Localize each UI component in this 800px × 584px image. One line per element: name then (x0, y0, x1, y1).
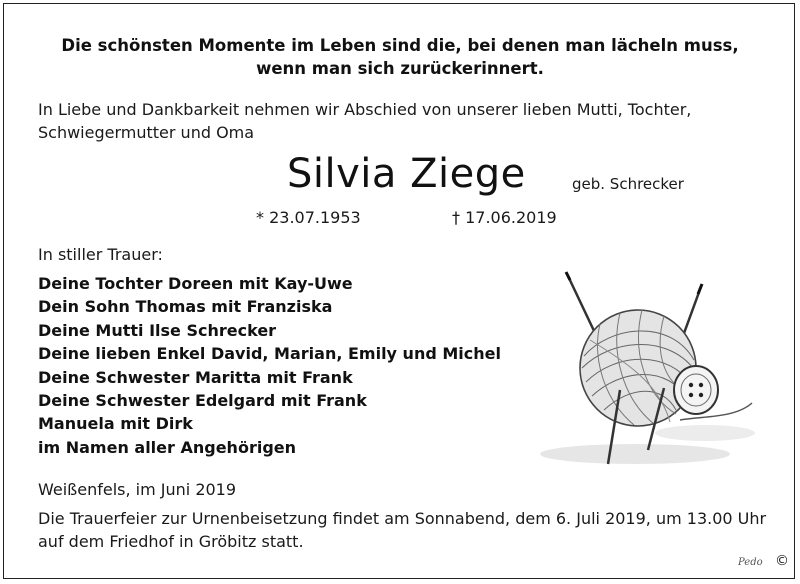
mourner-item: Dein Sohn Thomas mit Franziska (38, 297, 333, 317)
place-date: Weißenfels, im Juni 2019 (38, 480, 237, 499)
death-date: † 17.06.2019 (452, 208, 557, 227)
mourner-item: Deine Mutti Ilse Schrecker (38, 320, 277, 340)
mourner-item: Manuela mit Dirk (38, 414, 193, 434)
funeral-notice: Die Trauerfeier zur Urnenbeisetzung findet am Sonnabend, dem 6. Juli 2019, um 13.00 Uhr auf dem Friedhof in Gröbitz statt. (38, 509, 767, 551)
yarn-ball-knitting-needles-icon (530, 268, 760, 468)
memorial-quote (0, 34, 800, 80)
birth-date: * 23.07.1953 (256, 208, 361, 227)
deceased-name: Silvia Ziege (287, 151, 526, 197)
mourner-item: Deine Schwester Maritta mit Frank (38, 367, 353, 387)
mourning-label: In stiller Trauer: (38, 245, 163, 264)
mourner-item: im Namen aller Angehörigen (38, 437, 297, 457)
quote-line-1: Die schönsten Momente im Leben sind die, bei denen man lächeln muss, (61, 36, 739, 55)
mourner-item: Deine Tochter Doreen mit Kay-Uwe (38, 274, 353, 293)
birth-name: geb. Schrecker (572, 175, 684, 193)
mourner-item: Deine Schwester Edelgard mit Frank (38, 391, 367, 411)
quote-line-2: wenn man sich zurückerinnert. (256, 59, 544, 78)
artist-credit: Pedo (738, 557, 763, 568)
intro-text: In Liebe und Dankbarkeit nehmen wir Abschied von unserer lieben Mutti, Tochter, Schwiegermutter und Oma (38, 100, 692, 142)
mourners-list (38, 272, 501, 459)
copyright-mark: © (775, 553, 789, 569)
mourner-item: Deine lieben Enkel David, Marian, Emily und Michel (38, 344, 501, 364)
